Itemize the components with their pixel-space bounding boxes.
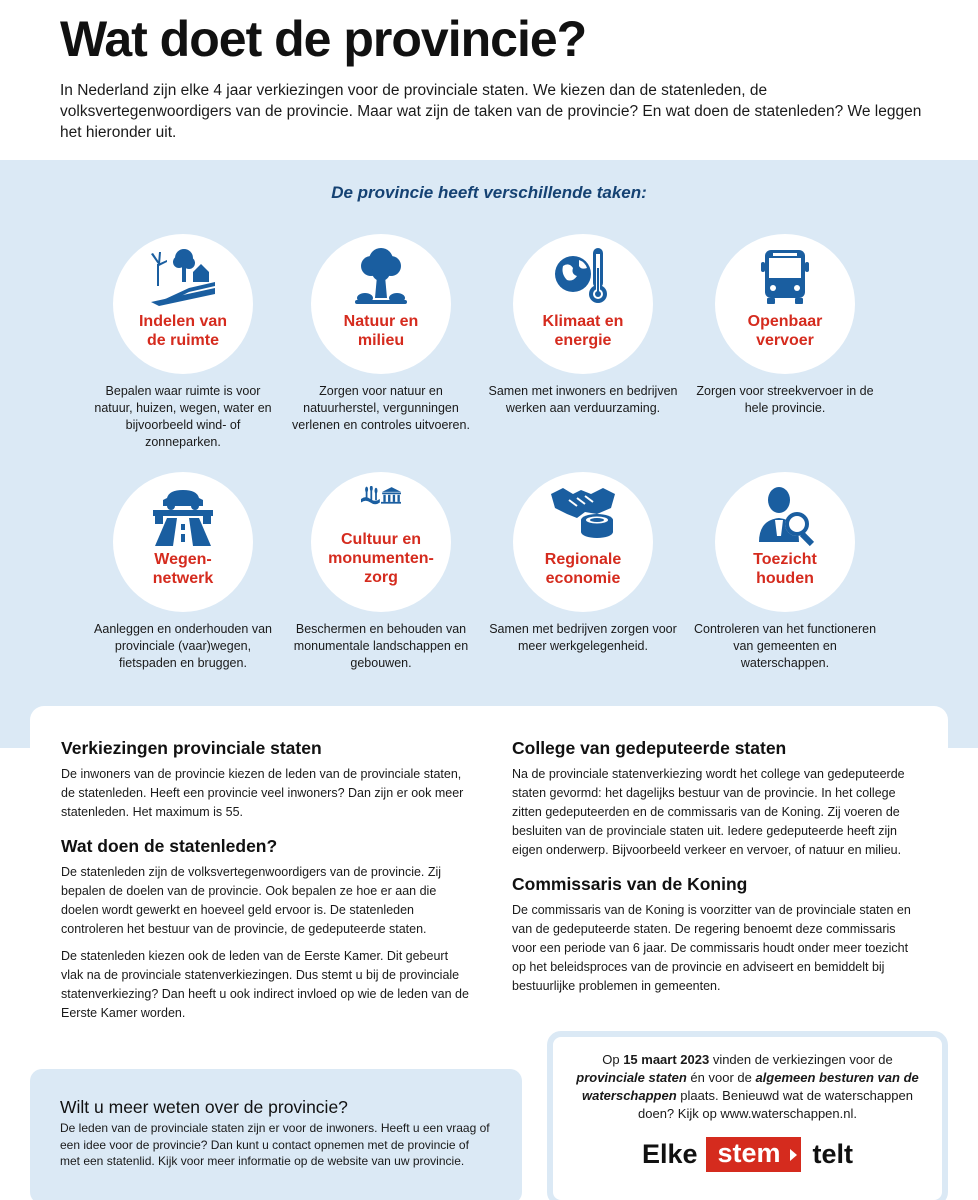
task-circle <box>715 472 855 612</box>
slogan-word-3: telt <box>812 1139 854 1169</box>
task-desc: Zorgen voor natuur en natuurherstel, vergunningen verlenen en controles uitvoeren. <box>292 384 470 432</box>
tree-icon <box>347 242 415 310</box>
info-box <box>30 1069 522 1200</box>
slogan-word-2: stem <box>706 1137 801 1172</box>
paragraph-verkiezingen: De inwoners van de provincie kiezen de leden van de provinciale staten, de statenleden. Heeft een provincie veel inwoners? Dan zijn er ook meer statenleden. Het maximum is 55. <box>61 767 464 819</box>
landscape-icon <box>149 242 217 310</box>
task-desc: Beschermen en behouden van monumentale landschappen en gebouwen. <box>293 622 469 670</box>
slogan-logo <box>567 1137 928 1172</box>
road-car-icon <box>149 480 217 548</box>
handshake-coins-icon <box>549 480 617 548</box>
task-indelen-ruimte <box>88 234 278 451</box>
paragraph-commissaris: De commissaris van de Koning is voorzitter van de provinciale staten en van de gedeputeerde staten. De regering benoemt deze commissaris voor een periode van 6 jaar. De commissaris houdt onder meer toezicht op het beleidsproces van de provincie en adviseert en bemiddelt bij bestuurlijke problemen in gemeenten. <box>512 903 911 993</box>
task-circle <box>311 234 451 374</box>
task-cultuur-monumentenzorg <box>286 472 476 672</box>
task-regionale-economie <box>488 472 678 655</box>
page-title: Wat doet de provincie? <box>60 11 587 67</box>
task-circle <box>113 472 253 612</box>
task-toezicht-houden <box>690 472 880 672</box>
globe-thermometer-icon <box>549 242 617 310</box>
task-label: Regionale economie <box>544 551 622 587</box>
task-circle <box>513 234 653 374</box>
election-box <box>547 1031 948 1200</box>
task-desc: Samen met inwoners en bedrijven werken aan verduurzaming. <box>488 384 678 415</box>
paragraph-statenleden-1: De statenleden zijn de volksvertegenwoordigers van de provincie. Zij bepalen de doelen van de provincie. Ook bepalen ze hoe er aan die doelen wordt gewerkt en hoeveel geld ervoor is. De statenleden controleren het bestuur van de provincie, de gedeputeerde staten. <box>61 865 442 936</box>
task-desc: Bepalen waar ruimte is voor natuur, huizen, wegen, water en bijvoorbeeld wind- of zonneparken. <box>94 384 272 449</box>
election-text: Op 15 maart 2023 vinden de verkiezingen voor de provinciale staten én voor de algemeen besturen van de waterschappen plaats. Benieuwd wat de waterschappen doen? Kijk op www.waterschappen.nl. <box>576 1052 919 1121</box>
heading-statenleden: Wat doen de statenleden? <box>61 836 278 856</box>
task-wegennetwerk <box>88 472 278 672</box>
task-desc: Aanleggen en onderhouden van provinciale (vaar)wegen, fietspaden en bruggen. <box>94 622 272 670</box>
task-circle <box>715 234 855 374</box>
task-desc: Samen met bedrijven zorgen voor meer werkgelegenheid. <box>489 622 677 653</box>
heading-commissaris: Commissaris van de Koning <box>512 874 748 894</box>
column-right <box>512 738 922 1004</box>
task-label: Klimaat en energie <box>542 313 624 349</box>
info-text: De leden van de provinciale staten zijn er voor de inwoners. Heeft u een vraag of een idee voor de provincie? Dan kunt u contact opnemen met de provincie of met een statenlid. Kijk voor meer informatie op de website van uw provincie. <box>60 1121 490 1168</box>
task-circle <box>513 472 653 612</box>
task-klimaat-energie <box>488 234 678 417</box>
intro-text: In Nederland zijn elke 4 jaar verkiezingen voor de provinciale staten. We kiezen dan de statenleden, de volksvertegenwoordigers van de provincie. Maar wat zijn de taken van de provincie? En wat doen de statenleden? We leggen het hieronder uit. <box>60 82 922 141</box>
task-label: Cultuur en monumenten- zorg <box>328 531 434 586</box>
bus-icon <box>751 242 819 310</box>
tasks-heading: De provincie heeft verschillende taken: <box>331 183 647 202</box>
task-label: Openbaar vervoer <box>747 313 823 349</box>
task-desc: Zorgen voor streekvervoer in de hele provincie. <box>696 384 874 415</box>
task-natuur-milieu <box>286 234 476 434</box>
task-label: Natuur en milieu <box>343 313 419 349</box>
paragraph-statenleden-2: De statenleden kiezen ook de leden van de Eerste Kamer. Dit gebeurt vlak na de provinciale statenverkiezingen. Dus stemt u bij de provinciale statenverkiezing? Dan heeft u ook indirect invloed op wie de leden van de Eerste Kamer worden. <box>61 949 469 1020</box>
slogan-word-1: Elke <box>641 1139 698 1169</box>
person-magnifier-icon <box>751 480 819 548</box>
info-heading: Wilt u meer weten over de provincie? <box>60 1097 348 1117</box>
task-circle <box>311 472 451 612</box>
task-label: Wegen- netwerk <box>152 551 214 587</box>
heading-verkiezingen: Verkiezingen provinciale staten <box>61 738 322 758</box>
column-left <box>61 738 471 1031</box>
paragraph-college: Na de provinciale statenverkiezing wordt het college van gedeputeerde staten gevormd: het dagelijks bestuur van de provincie. In het college zitten gedeputeerden en de commissaris van de Koning. Zij voeren de besluiten van de provinciale staten uit. Iedere gedeputeerde heeft zijn eigen onderwerp. Bijvoorbeeld verkeer en vervoer, of natuur en milieu. <box>512 767 905 857</box>
monument-icon <box>331 486 431 526</box>
election-date: 15 maart 2023 <box>623 1052 710 1067</box>
task-openbaar-vervoer <box>690 234 880 417</box>
task-circle <box>113 234 253 374</box>
heading-college: College van gedeputeerde staten <box>512 738 787 758</box>
task-label: Indelen van de ruimte <box>138 313 228 349</box>
task-desc: Controleren van het functioneren van gemeenten en waterschappen. <box>693 622 877 670</box>
task-label: Toezicht houden <box>753 551 817 587</box>
